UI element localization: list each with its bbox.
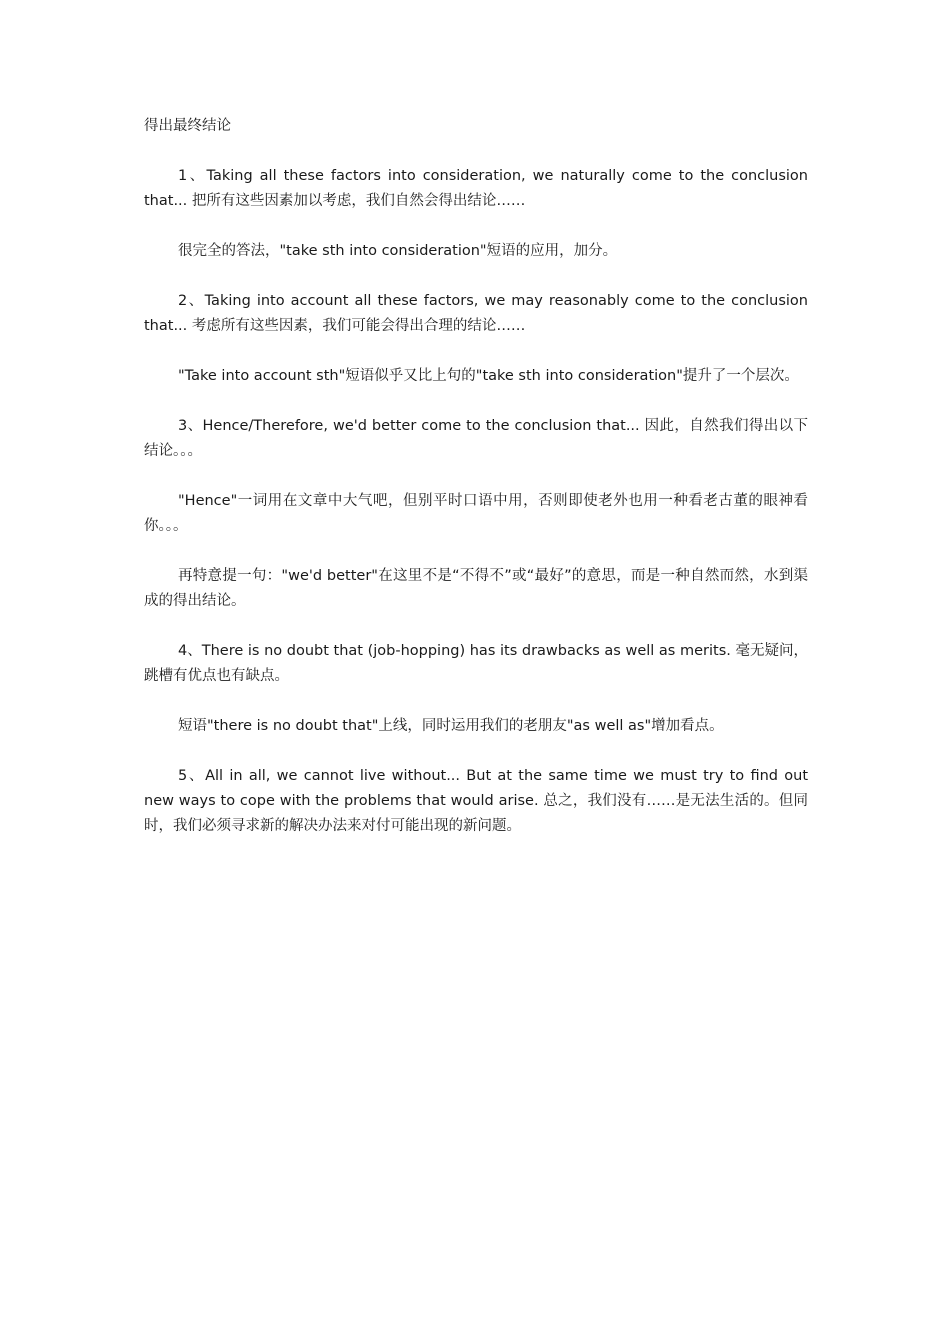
paragraph-phrase-1: 1、Taking all these factors into consideration, we naturally come to the conclusion that... 把所有这些因素加以考虑，我们自然会得出结论…… bbox=[144, 168, 808, 209]
paragraph-comment-1: 很完全的答法，"take sth into consideration"短语的应用，加分。 bbox=[178, 243, 618, 259]
document-body bbox=[144, 114, 808, 864]
paragraph-phrase-5: 5、All in all, we cannot live without... But at the same time we must try to find out new ways to cope with the problems that would arise. 总之，我们没有……是无法生活的。但同时，我们必须寻求新的解决办法来对付可能出现的新问题。 bbox=[144, 768, 808, 834]
paragraph-comment-3a: "Hence"一词用在文章中大气吧，但别平时口语中用，否则即使老外也用一种看老古董的眼神看你。。。 bbox=[144, 493, 808, 534]
paragraph-comment-3b: 再特意提一句："we'd better"在这里不是“不得不”或“最好”的意思，而是一种自然而然，水到渠成的得出结论。 bbox=[144, 568, 808, 609]
document-title: 得出最终结论 bbox=[144, 118, 231, 134]
paragraph-phrase-3: 3、Hence/Therefore, we'd better come to the conclusion that... 因此，自然我们得出以下结论。。。 bbox=[144, 418, 808, 459]
paragraph-phrase-2: 2、Taking into account all these factors, we may reasonably come to the conclusion that... 考虑所有这些因素，我们可能会得出合理的结论…… bbox=[144, 293, 808, 334]
paragraph-phrase-4: 4、There is no doubt that (job-hopping) has its drawbacks as well as merits. 毫无疑问，跳槽有优点也有缺点。 bbox=[144, 643, 808, 684]
paragraph-comment-4: 短语"there is no doubt that"上线，同时运用我们的老朋友"as well as"增加看点。 bbox=[178, 718, 724, 734]
paragraph-comment-2: "Take into account sth"短语似乎又比上句的"take sth into consideration"提升了一个层次。 bbox=[178, 368, 799, 384]
